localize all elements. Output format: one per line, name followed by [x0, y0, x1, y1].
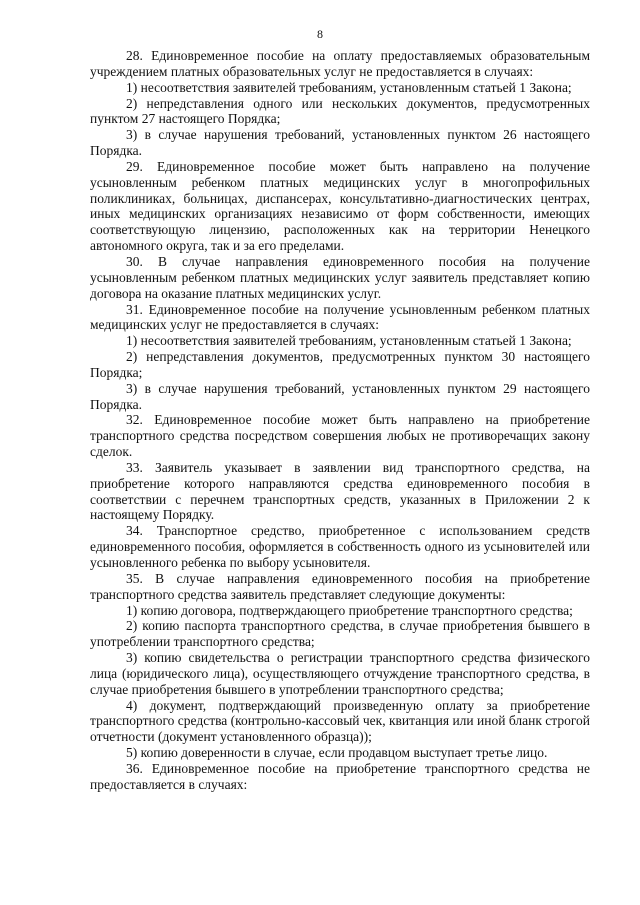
paragraph-31-item-2: 2) непредставления документов, предусмотренных пунктом 30 настоящего Порядка; [90, 349, 590, 380]
paragraph-28: 28. Единовременное пособие на оплату предоставляемых образовательным учреждением платных образовательных услуг не предоставляется в случаях: [90, 48, 590, 79]
paragraph-35-item-4: 4) документ, подтверждающий произведенную оплату за приобретение транспортного средства (контрольно-кассовый чек, квитанция или иной бланк строгой отчетности (документ установленного образца)); [90, 697, 590, 745]
paragraph-31-item-3: 3) в случае нарушения требований, установленных пунктом 29 настоящего Порядка. [90, 380, 590, 412]
paragraph-28-item-2: 2) непредставления одного или нескольких документов, предусмотренных пунктом 27 настоящего Порядка; [90, 95, 590, 127]
page-number: 8 [317, 27, 323, 41]
paragraph-35-item-1: 1) копию договора, подтверждающего приобретение транспортного средства; [126, 602, 573, 618]
paragraph-35-item-2: 2) копию паспорта транспортного средства, в случае приобретения бывшего в употреблении транспортного средства; [90, 618, 590, 650]
paragraph-32: 32. Единовременное пособие может быть направлено на приобретение транспортного средства посредством совершения любых не противоречащих закону сделок. [90, 412, 590, 460]
paragraph-31: 31. Единовременное пособие на получение усыновленным ребенком платных медицинских услуг не предоставляется в случаях: [90, 301, 590, 333]
paragraph-30: 30. В случае направления единовременного пособия на получение усыновленным ребенком платных медицинских услуг заявитель представляет копию договора на оказание платных медицинских услуг. [90, 253, 590, 301]
paragraph-28-item-1: 1) несоответствия заявителей требованиям, установленным статьей 1 Закона; [126, 79, 572, 95]
paragraph-31-item-1: 1) несоответствия заявителей требованиям, установленным статьей 1 Закона; [126, 333, 572, 349]
paragraph-29: 29. Единовременное пособие может быть направлено на получение усыновленным ребенком платных медицинских услуг в многопрофильных поликлиниках, больницах, диспансерах, консультативно-диагностических центрах, иных медицинских организациях независимо от форм собственности, имеющих соответствующую лицензию, расположенных как на территории Ненецкого автономного округа, так и за его пределами. [90, 158, 590, 254]
paragraph-36: 36. Единовременное пособие на приобретение транспортного средства не предоставляется в случаях: [90, 760, 590, 792]
paragraph-35: 35. В случае направления единовременного пособия на приобретение транспортного средства заявитель представляет следующие документы: [90, 570, 590, 602]
paragraph-35-item-3: 3) копию свидетельства о регистрации транспортного средства физического лица (юридического лица), осуществляющего отчуждение транспортного средства, в случае приобретения бывшего в употреблении транспортного средства; [90, 650, 590, 697]
paragraph-33: 33. Заявитель указывает в заявлении вид транспортного средства, на приобретение которого направляются средства единовременного пособия в соответствии с перечнем транспортных средств, указанных в Приложении 2 к настоящему Порядку. [90, 459, 590, 523]
document-body [90, 48, 590, 793]
paragraph-35-item-5: 5) копию доверенности в случае, если продавцом выступает третье лицо. [126, 745, 548, 761]
paragraph-34: 34. Транспортное средство, приобретенное с использованием средств единовременного пособия, оформляется в собственность одного из усыновителей или усыновленного ребенка по выбору усыновителя. [90, 523, 590, 570]
paragraph-28-item-3: 3) в случае нарушения требований, установленных пунктом 26 настоящего Порядка. [90, 127, 590, 159]
